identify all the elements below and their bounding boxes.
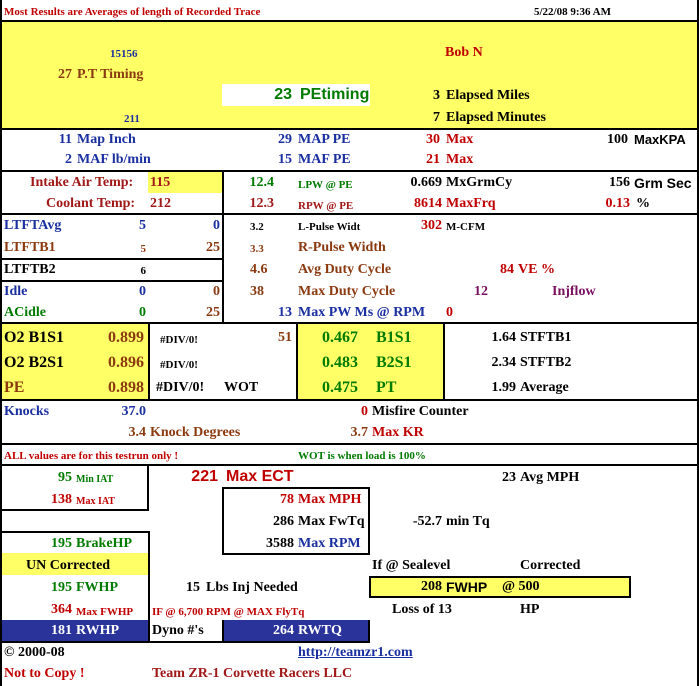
wot-label: WOT	[224, 380, 259, 395]
acidle-b: 25	[206, 305, 220, 320]
avg-duty-label: Avg Duty Cycle	[298, 262, 392, 277]
idle-a: 0	[139, 284, 146, 299]
max-kr-label: Max KR	[372, 425, 424, 440]
maf-pe-value: 15	[278, 152, 292, 167]
acidle-a: 0	[139, 305, 146, 320]
max-fwhp-value: 364	[51, 602, 72, 617]
corrected-at-rpm: @ 500	[502, 579, 540, 594]
record-id: 15156	[110, 48, 138, 60]
map-max-value: 30	[426, 132, 440, 147]
maf-max-label: Max	[446, 152, 474, 167]
maxpw-label: Max PW Ms @ RPM	[298, 305, 426, 320]
maxpw-rpm: 0	[446, 305, 453, 320]
min-iat-label: Min IAT	[76, 474, 114, 485]
elapsed-miles-label: Elapsed Miles	[446, 88, 530, 103]
petiming-label: PEtiming	[300, 86, 370, 103]
pt-timing-value: 27	[58, 67, 72, 82]
div-error-1-number: 51	[278, 330, 292, 345]
max-fwtq-label: Max FwTq	[298, 514, 365, 529]
b2s1-pe-value: 0.483	[322, 354, 358, 371]
pt-timing-label: P.T Timing	[77, 67, 144, 82]
pt-value: 0.475	[322, 379, 358, 396]
mcfm-value: 302	[421, 218, 442, 233]
loss-label: Loss of 13	[392, 602, 452, 617]
lpw-pe-value: 12.4	[249, 175, 274, 190]
header-note: Most Results are Averages of length of Recorded Trace	[4, 6, 261, 18]
uncorrected-label: UN Corrected	[26, 558, 111, 573]
max-kr-value: 3.7	[350, 425, 368, 440]
corrected-fwhp-label: FWHP	[446, 579, 488, 595]
maf-max-value: 21	[426, 152, 440, 167]
ltftavg-a: 5	[139, 218, 146, 233]
max-iat-value: 138	[51, 492, 72, 507]
max-rpm-value: 3588	[266, 536, 294, 551]
avg-mph-label: Avg MPH	[520, 470, 580, 485]
stft-avg-value: 1.99	[491, 380, 516, 395]
ltftb1-a: 5	[140, 243, 146, 255]
elapsed-miles-value: 3	[433, 88, 440, 103]
misfire-value: 0	[361, 404, 368, 419]
maf-pe-label: MAF PE	[298, 152, 351, 167]
elapsed-minutes-label: Elapsed Minutes	[446, 110, 546, 125]
grm-sec-value: 156	[609, 175, 630, 190]
pe-label: PE	[4, 379, 25, 396]
injflow-label: Injflow	[552, 284, 596, 299]
brakehp-value: 195	[51, 536, 72, 551]
intake-air-temp-value: 115	[150, 175, 171, 190]
team-name: Team ZR-1 Corvette Racers LLC	[152, 666, 353, 681]
b1s1-pe-value: 0.467	[322, 329, 358, 346]
loss-unit: HP	[520, 602, 540, 617]
maxfrq-label: MaxFrq	[446, 196, 496, 211]
b1s1-pe-label: B1S1	[376, 329, 412, 346]
max-ect-value: 221	[191, 468, 218, 485]
map-inch-value: 11	[58, 132, 72, 147]
o2-b2s1-value: 0.896	[108, 354, 144, 371]
maf-label: MAF lb/min	[77, 152, 151, 167]
max-ect-label: Max ECT	[226, 468, 294, 485]
maf-value: 2	[65, 152, 72, 167]
max-rpm-label: Max RPM	[298, 536, 361, 551]
map-pe-label: MAP PE	[298, 132, 351, 147]
max-iat-label: Max IAT	[76, 496, 115, 507]
fwhp-value: 195	[51, 580, 72, 595]
injflow-value: 12	[474, 284, 488, 299]
coolant-temp-value: 212	[150, 196, 171, 211]
pct-value: 0.13	[605, 196, 630, 211]
div-error-3: #DIV/0!	[156, 380, 205, 395]
rwhp-label: RWHP	[76, 623, 120, 638]
maxkpa-value: 100	[607, 132, 628, 147]
max-duty-value: 38	[250, 284, 264, 299]
stftb1-value: 1.64	[491, 330, 516, 345]
brakehp-label: BrakeHP	[76, 536, 132, 551]
knocks-label: Knocks	[4, 404, 50, 419]
max-duty-label: Max Duty Cycle	[298, 284, 396, 299]
rwtq-value: 264	[273, 623, 294, 638]
pe-value: 0.898	[108, 379, 144, 396]
not-to-copy: Not to Copy !	[4, 666, 85, 681]
lpw-pe-label: LPW @ PE	[298, 179, 353, 191]
coolant-temp-label: Coolant Temp:	[46, 196, 136, 211]
ltftavg-label: LTFTAvg	[4, 218, 62, 233]
corrected-fwhp-value: 208	[421, 579, 442, 594]
rpw-pe-value: 12.3	[249, 196, 274, 211]
avg-duty-value: 4.6	[250, 262, 268, 277]
mxgrmcy-label: MxGrmCy	[446, 175, 513, 190]
knock-degrees-value: 3.4	[128, 425, 146, 440]
pct-label: %	[636, 196, 650, 211]
maxfrq-value: 8614	[414, 196, 442, 211]
knock-degrees-label: Knock Degrees	[150, 425, 241, 440]
stftb2-value: 2.34	[491, 355, 516, 370]
min-tq-label: min Tq	[446, 514, 490, 529]
div-error-1: #DIV/0!	[160, 334, 198, 346]
idle-b: 0	[213, 284, 220, 299]
knocks-value: 37.0	[121, 404, 146, 419]
max-fwtq-value: 286	[273, 514, 294, 529]
map-inch-label: Map Inch	[77, 132, 136, 147]
l-pulse-label: L-Pulse Widt	[298, 221, 361, 233]
o2-b1s1-value: 0.899	[108, 329, 144, 346]
maxpw-value: 13	[278, 305, 292, 320]
map-pe-value: 29	[278, 132, 292, 147]
pt-label: PT	[376, 379, 397, 396]
stftb1-label: STFTB1	[520, 330, 572, 345]
maxkpa-label: MaxKPA	[634, 132, 686, 147]
rwhp-value: 181	[51, 623, 72, 638]
avg-mph-value: 23	[502, 470, 516, 485]
div-error-2: #DIV/0!	[160, 359, 198, 371]
sealevel-label: If @ Sealevel	[372, 558, 451, 573]
ve-value: 84	[500, 262, 514, 277]
min-iat-value: 95	[58, 470, 72, 485]
max-mph-label: Max MPH	[298, 492, 362, 507]
petiming-value: 23	[274, 86, 292, 103]
note-wot: WOT is when load is 100%	[298, 450, 426, 462]
ltftavg-b: 0	[213, 218, 220, 233]
ltftb1-label: LTFTB1	[4, 240, 56, 255]
o2-b1s1-label: O2 B1S1	[4, 329, 65, 346]
stft-avg-label: Average	[520, 380, 569, 395]
dyno-label: Dyno #'s	[152, 623, 204, 638]
max-mph-value: 78	[280, 492, 294, 507]
o2-b2s1-label: O2 B2S1	[4, 354, 65, 371]
r-pulse-label: R-Pulse Width	[298, 240, 386, 255]
mcfm-label: M-CFM	[446, 221, 486, 233]
driver-name: Bob N	[445, 45, 483, 60]
stftb2-label: STFTB2	[520, 355, 572, 370]
minutes-left-value: 211	[124, 113, 140, 125]
rwtq-label: RWTQ	[298, 623, 342, 638]
acidle-label: ACidle	[4, 305, 46, 320]
map-max-label: Max	[446, 132, 474, 147]
intake-air-temp-label: Intake Air Temp:	[30, 175, 134, 190]
inj-needed-value: 15	[186, 580, 200, 595]
teamzr1-link[interactable]: http://teamzr1.com	[298, 645, 413, 660]
ltftb2-label: LTFTB2	[4, 262, 56, 277]
elapsed-minutes-value: 7	[433, 110, 440, 125]
r-pulse-value: 3.3	[250, 243, 264, 255]
grm-sec-label: Grm Sec	[634, 175, 692, 191]
note-all-values: ALL values are for this testrun only !	[4, 450, 179, 462]
b2s1-pe-label: B2S1	[376, 354, 412, 371]
header-datetime: 5/22/08 9:36 AM	[534, 6, 611, 18]
rpw-pe-label: RPW @ PE	[298, 200, 354, 212]
max-fwhp-note: IF @ 6,700 RPM @ MAX FlyTq	[152, 606, 305, 618]
ve-label: VE %	[518, 262, 555, 277]
misfire-label: Misfire Counter	[372, 404, 469, 419]
l-pulse-value: 3.2	[250, 221, 264, 233]
copyright: © 2000-08	[4, 645, 65, 660]
idle-label: Idle	[4, 284, 28, 299]
mxgrmcy-value: 0.669	[410, 175, 442, 190]
min-tq-value: -52.7	[412, 514, 442, 529]
inj-needed-label: Lbs Inj Needed	[206, 580, 298, 595]
ltftb2-a: 6	[140, 265, 146, 277]
corrected-label: Corrected	[520, 558, 581, 573]
fwhp-label: FWHP	[76, 580, 118, 595]
ltftb1-b: 25	[206, 240, 220, 255]
max-fwhp-label: Max FWHP	[76, 606, 134, 618]
